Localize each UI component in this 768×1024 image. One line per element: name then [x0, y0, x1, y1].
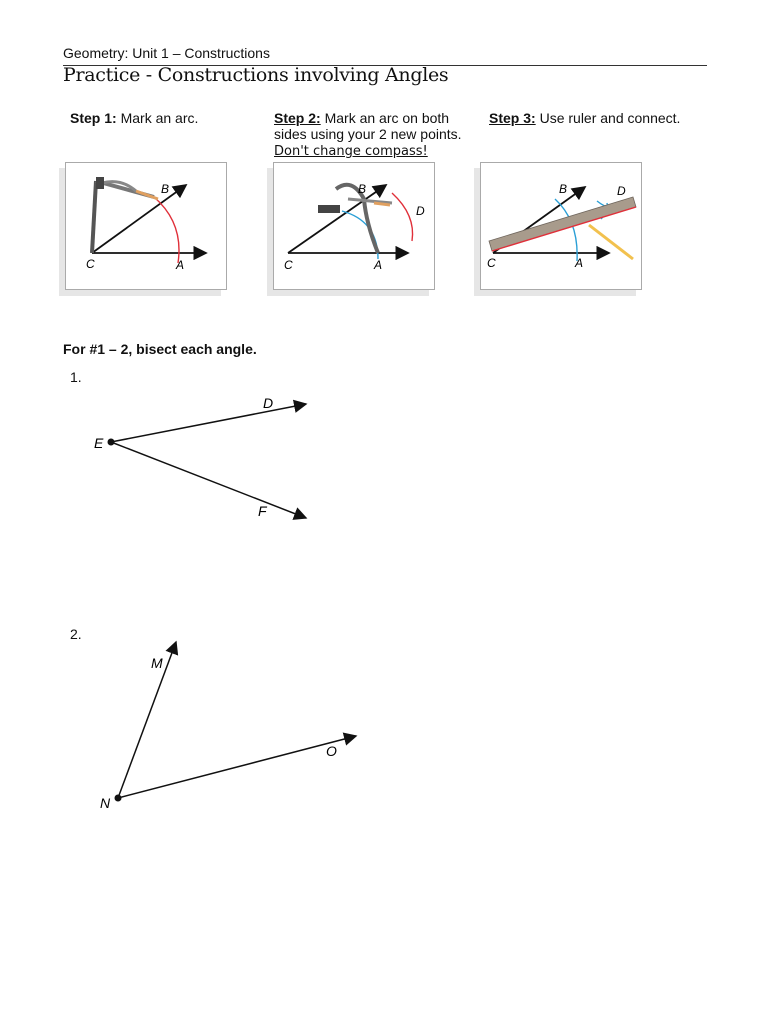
problem-1-number: 1. — [70, 369, 82, 385]
label-d: D — [617, 184, 626, 198]
step-3-label: Step 3: — [489, 110, 536, 126]
step-1-figure — [65, 162, 227, 290]
label-e: E — [94, 435, 104, 451]
unit-subtitle: Geometry: Unit 1 – Constructions — [63, 45, 270, 61]
label-c: C — [284, 258, 293, 272]
compass-icon — [92, 177, 158, 253]
step-2-figure — [273, 162, 435, 290]
ray-cb — [288, 185, 386, 253]
label-c: C — [487, 256, 496, 270]
ray-no — [118, 736, 356, 798]
problem-1-angle — [80, 390, 340, 530]
label-b: B — [559, 182, 568, 196]
label-d: D — [416, 204, 425, 218]
label-a: A — [374, 258, 383, 272]
label-d: D — [263, 395, 274, 411]
instructions: For #1 – 2, bisect each angle. — [63, 341, 257, 357]
label-n: N — [100, 795, 111, 811]
step-1-desc: Mark an arc. — [120, 110, 199, 126]
step-1-diagram — [66, 163, 226, 289]
ray-ed — [111, 404, 306, 442]
step-3-desc: Use ruler and connect. — [539, 110, 681, 126]
label-a: A — [575, 256, 584, 270]
label-f: F — [258, 503, 267, 519]
vertex-n — [115, 795, 122, 802]
step-3-diagram — [481, 163, 641, 289]
label-b: B — [358, 182, 367, 196]
step-1-label: Step 1: — [70, 110, 117, 126]
red-arc — [392, 193, 413, 241]
step-3-figure — [480, 162, 642, 290]
label-o: O — [326, 743, 337, 759]
step-2-diagram — [274, 163, 434, 289]
step-3-text — [489, 110, 680, 126]
step-1-text — [70, 110, 198, 126]
label-b: B — [161, 182, 170, 196]
label-a: A — [176, 258, 185, 272]
step-2-desc-line1: Mark an arc on both — [324, 110, 450, 126]
ray-nm — [118, 642, 176, 798]
compass-icon — [318, 185, 392, 253]
label-m: M — [151, 655, 163, 671]
ray-ef — [111, 442, 306, 518]
step-2-note: Don't change compass! — [274, 144, 428, 159]
label-c: C — [86, 257, 95, 271]
problem-2-number: 2. — [70, 626, 82, 642]
problem-2-angle — [90, 636, 370, 816]
step-2-desc-line2: sides using your 2 new points. — [274, 126, 462, 142]
step-2-label: Step 2: — [274, 110, 321, 126]
step-2-text — [274, 110, 474, 160]
vertex-e — [108, 439, 115, 446]
page-title: Practice - Constructions involving Angles — [63, 64, 449, 86]
